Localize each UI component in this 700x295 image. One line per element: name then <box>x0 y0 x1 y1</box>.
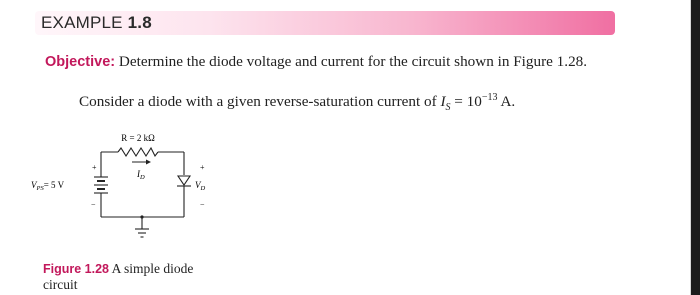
is-exponent: −13 <box>481 92 498 103</box>
is-equals: = 10 <box>454 93 482 111</box>
example-number: 1.8 <box>127 13 152 32</box>
source-plus-sign: + <box>92 163 97 172</box>
current-label: $I_D$ <box>137 169 145 181</box>
ground-icon <box>135 229 149 237</box>
ground-node-dot <box>140 215 143 218</box>
objective-paragraph <box>45 52 620 72</box>
consider-paragraph <box>79 92 515 113</box>
example-prefix: EXAMPLE <box>41 13 123 32</box>
resistor-symbol <box>118 148 158 156</box>
diode-circuit-diagram <box>25 125 225 250</box>
is-subscript: S <box>445 102 451 114</box>
window-edge <box>691 0 700 295</box>
diode-icon <box>177 176 191 193</box>
is-symbol: I <box>440 93 446 111</box>
resistor-label: R = 2 kΩ <box>121 133 155 143</box>
example-heading <box>41 13 152 33</box>
diode-plus-sign: + <box>200 163 205 172</box>
figure-number: Figure 1.28 <box>43 262 109 276</box>
figure-caption <box>43 261 228 293</box>
objective-label: Objective: <box>45 54 116 70</box>
consider-text: Consider a diode with a given reverse-saturation current of <box>79 93 437 111</box>
battery-icon <box>94 177 108 193</box>
diode-voltage-label: $V_D$ <box>195 180 206 192</box>
source-minus-sign: − <box>91 200 96 209</box>
diode-minus-sign: − <box>200 200 205 209</box>
caption-text: A simple diode circuit <box>43 261 194 292</box>
objective-text: Determine the diode voltage and current for the circuit shown in Figure 1.28. <box>118 53 588 70</box>
current-arrow-icon <box>132 160 151 165</box>
source-label: $V_{PS}= 5$ V <box>31 180 65 192</box>
is-unit: A. <box>500 93 516 111</box>
